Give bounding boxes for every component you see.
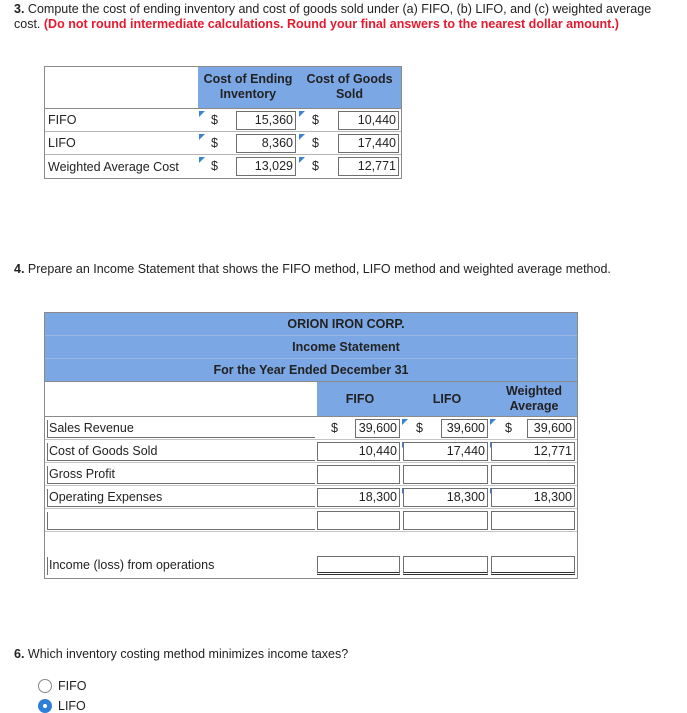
cogs-lifo-input[interactable]: 17,440	[403, 442, 488, 461]
ending-inventory-wa-input[interactable]: 13,029	[236, 157, 296, 176]
opex-lifo-input[interactable]: 18,300	[403, 488, 488, 507]
table-row	[45, 440, 577, 463]
entry-flag-icon	[299, 157, 305, 163]
entry-flag-icon	[402, 419, 408, 425]
radio-lifo[interactable]	[38, 699, 52, 713]
entry-flag-icon	[299, 134, 305, 140]
row-label: Sales Revenue	[47, 420, 315, 438]
question-number: 6.	[14, 647, 25, 661]
blank-lifo-input[interactable]	[403, 511, 488, 530]
cogs-lifo-input[interactable]: 17,440	[338, 134, 399, 153]
question-text: Compute the cost of ending inventory and cost of goods sold under (a) FIFO, (b) LIFO, and (c) weighted average cost.	[14, 2, 652, 31]
row-label: Weighted Average Cost	[48, 159, 179, 174]
entry-flag-icon	[199, 157, 205, 163]
gross-profit-wa-input[interactable]	[491, 465, 575, 484]
question-number: 3.	[14, 2, 25, 16]
statement-title: Income Statement	[45, 336, 577, 359]
entry-flag-icon	[199, 111, 205, 117]
row-label: Cost of Goods Sold	[47, 443, 315, 461]
entry-flag-icon	[490, 419, 496, 425]
question-3	[14, 2, 676, 32]
table-row	[45, 509, 577, 532]
income-wa-input[interactable]	[491, 556, 575, 575]
sales-fifo-input[interactable]: 39,600	[355, 419, 400, 438]
currency-symbol: $	[211, 135, 218, 150]
statement-period: For the Year Ended December 31	[45, 359, 577, 382]
income-statement-table	[44, 312, 578, 579]
table-header	[45, 67, 401, 109]
table-row	[45, 532, 577, 578]
currency-symbol: $	[211, 112, 218, 127]
radio-label: FIFO	[58, 679, 87, 693]
currency-symbol: $	[312, 135, 319, 150]
question-4	[14, 262, 676, 277]
col-lifo: LIFO	[403, 382, 491, 416]
income-lifo-input[interactable]	[403, 556, 488, 575]
table-row	[45, 486, 577, 509]
ending-inventory-lifo-input[interactable]: 8,360	[236, 134, 296, 153]
entry-flag-icon	[199, 134, 205, 140]
row-label: Income (loss) from operations	[47, 557, 315, 575]
table-row	[45, 417, 577, 440]
question-number: 4.	[14, 262, 25, 276]
cogs-fifo-input[interactable]: 10,440	[317, 442, 400, 461]
blank-wa-input[interactable]	[491, 511, 575, 530]
opex-wa-input[interactable]: 18,300	[491, 488, 575, 507]
currency-symbol: $	[312, 112, 319, 127]
question-text: Prepare an Income Statement that shows the FIFO method, LIFO method and weighted average method.	[27, 262, 611, 276]
income-fifo-input[interactable]	[317, 556, 400, 575]
col-cogs: Cost of Goods Sold	[298, 67, 401, 108]
col-fifo: FIFO	[317, 382, 403, 416]
column-header-row	[45, 382, 577, 417]
table-row	[45, 109, 401, 132]
entry-flag-icon	[299, 111, 305, 117]
currency-symbol: $	[505, 421, 512, 435]
currency-symbol: $	[312, 159, 319, 173]
rounding-note: (Do not round intermediate calculations. Round your final answers to the nearest dollar amount.)	[43, 17, 619, 31]
cogs-wa-input[interactable]: 12,771	[491, 442, 575, 461]
gross-profit-lifo-input[interactable]	[403, 465, 488, 484]
table-row	[45, 155, 401, 178]
row-label: FIFO	[48, 113, 77, 127]
question-6	[14, 647, 676, 662]
currency-symbol: $	[416, 421, 423, 435]
row-label: LIFO	[48, 136, 76, 150]
ending-inventory-fifo-input[interactable]: 15,360	[236, 111, 296, 130]
table-row	[45, 132, 401, 155]
currency-symbol: $	[211, 159, 218, 173]
sales-wa-input[interactable]: 39,600	[527, 419, 575, 438]
blank-label-input[interactable]	[47, 512, 315, 530]
company-name: ORION IRON CORP.	[45, 313, 577, 336]
opex-fifo-input[interactable]: 18,300	[317, 488, 400, 507]
row-label: Gross Profit	[47, 466, 315, 484]
table-row	[45, 463, 577, 486]
cogs-fifo-input[interactable]: 10,440	[338, 111, 399, 130]
question-text: Which inventory costing method minimizes income taxes?	[27, 647, 349, 661]
radio-fifo[interactable]	[38, 679, 52, 693]
sales-lifo-input[interactable]: 39,600	[441, 419, 488, 438]
col-weighted-average: Weighted Average	[491, 382, 577, 416]
inventory-cost-table	[44, 66, 402, 179]
cogs-wa-input[interactable]: 12,771	[338, 157, 399, 176]
currency-symbol: $	[331, 421, 338, 435]
radio-label: LIFO	[58, 699, 86, 713]
blank-fifo-input[interactable]	[317, 511, 400, 530]
gross-profit-fifo-input[interactable]	[317, 465, 400, 484]
col-ending-inventory: Cost of Ending Inventory	[198, 67, 298, 108]
row-label: Operating Expenses	[47, 489, 315, 507]
